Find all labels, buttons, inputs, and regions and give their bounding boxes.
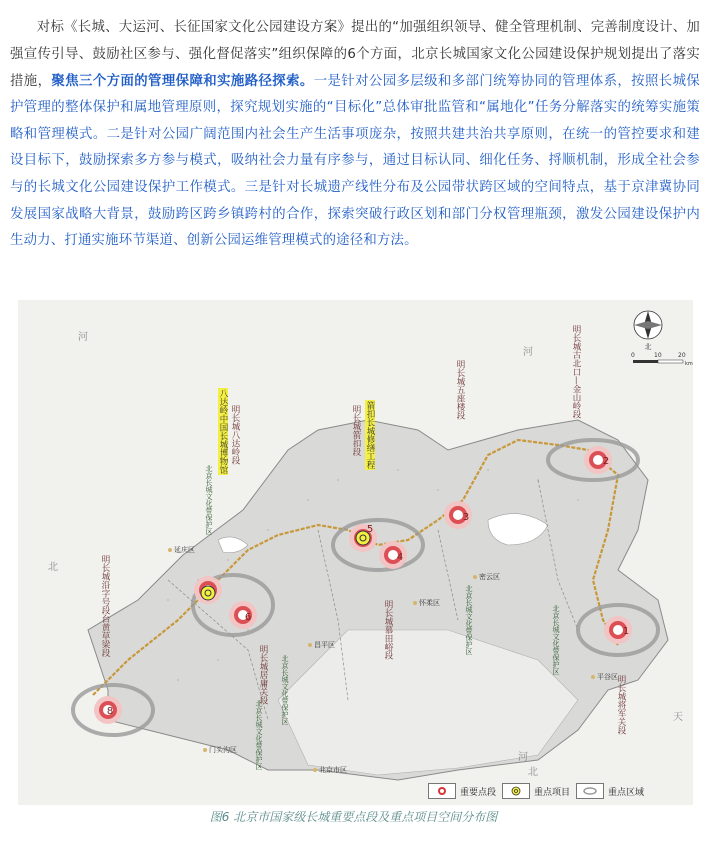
scale-0: 0 [631,352,635,359]
district-changping: 昌平区 [308,640,335,650]
paragraph-part1: 对标《长城、大运河、长征国家文化公园建设方案》提出的“加强组织领导、健全管理机制、完善制度设计、加强宣传引导、鼓励社区参与、强化督促落实”组织保障的6个方面，北京长城国家文化公园建设保护规划提出了落实措施， [10,20,700,89]
scale-unit: km [685,361,693,367]
district-yanqing: 延庆区 [168,545,195,555]
paragraph-part2: 一是针对公园多层级和多部门统筹协同的管理体系，按照长城保护管理的整体保护和属地管理原则，探究规划实施的“目标化”总体审批监管和“属地化”任务分解落实的统筹实施策略和管理模式。二是针对公园广阔范围内社会生产生活事项庞杂，按照共建共治共享原则，在统一的管控要求和建设目标下，鼓励探索多方参与模式，吸纳社会力量有序参与，通过目标认同、细化任务、捋顺机制，形成全社会参与的长城文化公园建设保护工作模式。三是针对长城遗产线性分布及公园带状跨区域的空间特点，基于京津冀协同发展国家战略大背景，鼓励跨区跨乡镇跨村的合作，探索突破行政区划和部门分权管理瓶颈，激发公园建设保护内生动力、打通实施环节渠道、创新公园运维管理模式的途径和方法。 [10,73,700,249]
legend-label-key-project: 重点项目 [534,787,571,798]
district-mentougou: 门头沟区 [203,745,237,755]
article-paragraph [10,15,700,254]
map-figure [18,300,693,805]
region-label-topleft: 河 [78,332,88,343]
target-icon [502,783,530,799]
region-label-rightbottom: 天 [673,712,683,723]
zone-label-3: 北京长城文化带保护区 [552,605,560,675]
section-label-mutianyu: 明长城慕田峪段 [383,600,393,660]
legend-item-key-project [502,783,570,799]
district-miyun: 密云区 [473,572,500,582]
section-label-badaling: 明长城八达岭段 [230,405,240,465]
district-pinggu: 平谷区 [591,672,618,682]
legend-label-key-area: 重点区域 [608,787,645,798]
compass-north: 北 [644,343,652,351]
project-label-badaling-museum: 八达岭中国长城博物馆 [218,389,228,474]
figure-caption: 图6 北京市国家级长城重要点段及重点项目空间分布图 [209,810,498,824]
section-label-juyongguan: 明长城居庸关段 [258,645,268,705]
zone-label-5: 北京长城文化带保护区 [255,700,263,770]
region-label-bottommid2: 北 [528,767,538,778]
region-label-leftmid: 北 [48,562,58,573]
node-number-8: 8 [106,706,114,717]
district-huairou: 怀柔区 [413,598,440,608]
legend-item-key-area [576,783,644,799]
map-canvas [18,300,693,805]
region-label-topmid: 河 [523,347,533,358]
paragraph-highlight: 聚焦三个方面的管理保障和实施路径探索。 [51,73,314,89]
scale-20: 20 [678,352,686,359]
zone-label-2: 北京长城文化带保护区 [465,585,473,655]
zone-label-4: 北京长城文化带保护区 [281,655,289,725]
section-label-gubeikou: 明长城古北口—金山岭段 [571,325,581,419]
region-label-bottommid: 河 [518,752,528,763]
swirl-icon [428,783,456,799]
section-label-yanzihao: 明长城沿字号段台黄草梁段 [100,555,110,657]
section-label-jiangjunguan: 明长城将军关段 [616,675,626,735]
district-urban: 北京市区 [313,765,347,775]
scale-10: 10 [654,352,662,359]
section-label-wuzuolou: 明长城五座楼段 [455,360,465,420]
node-number-1: 1 [622,626,630,637]
zone-label-1: 北京长城文化带保护区 [205,465,213,535]
legend-label-important-section: 重要点段 [460,787,497,798]
ellipse-icon [576,783,604,799]
node-number-6: 6 [244,612,252,623]
node-number-4: 4 [396,552,404,563]
node-number-3: 3 [462,512,470,523]
section-label-jiankou: 明长城箭扣段 [351,405,361,456]
map-legend [428,780,644,802]
legend-item-important-section [428,783,496,799]
node-number-2: 2 [602,456,610,467]
project-label-jiankou: 箭扣长城修缮工程 [365,401,375,469]
node-number-5: 5 [366,524,374,535]
